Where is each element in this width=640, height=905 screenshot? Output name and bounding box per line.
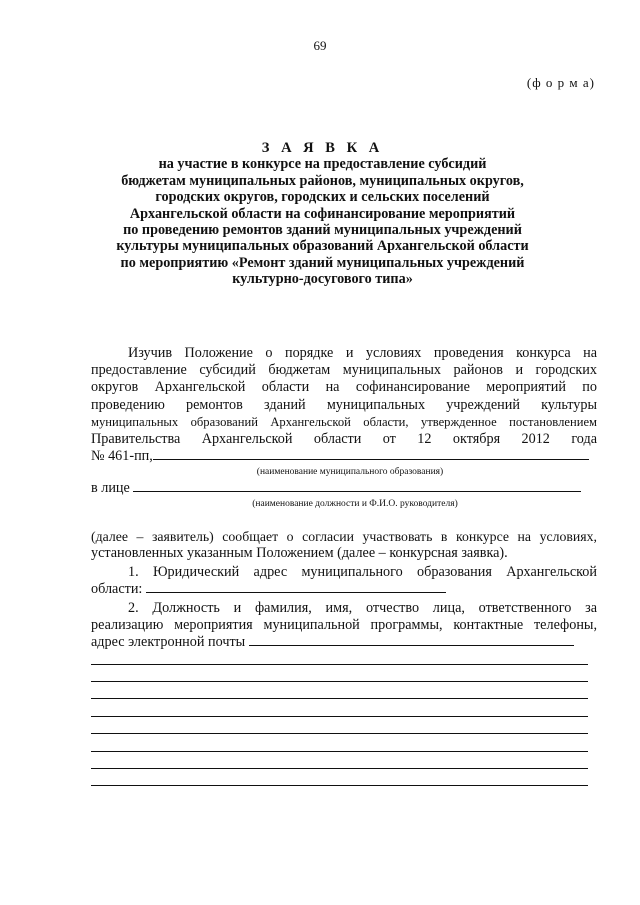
item-2-text: 2. Должность и фамилия, имя, отчество лица, ответственного за xyxy=(128,600,597,616)
legal-address-field[interactable] xyxy=(146,592,446,593)
answer-line[interactable] xyxy=(91,698,588,699)
title-line: городских округов, городских и сельских поселений xyxy=(155,189,490,206)
consent-line: установленных указанным Положением (далее – конкурсная заявка). xyxy=(91,545,508,562)
item-2 xyxy=(91,600,597,634)
municipality-row xyxy=(91,448,589,465)
legal-address-prefix: области: xyxy=(91,581,143,597)
title-heading: З А Я В К А xyxy=(261,140,384,156)
page-number: 69 xyxy=(313,38,327,53)
email-row xyxy=(91,634,574,651)
resolution-number: № 461-пп, xyxy=(91,448,153,464)
item-1-text: 1. Юридический адрес муниципального образования Архангельской xyxy=(128,564,597,580)
document-title xyxy=(60,140,585,288)
person-row xyxy=(91,480,581,497)
title-line: по мероприятию «Ремонт зданий муниципальных учреждений xyxy=(120,254,525,271)
person-field[interactable] xyxy=(133,491,581,492)
intro-line: муниципальных образований Архангельской области, утвержденное постановлением xyxy=(91,414,597,429)
municipality-field[interactable] xyxy=(153,459,589,460)
title-line: культуры муниципальных образований Архангельской области xyxy=(116,238,529,255)
person-hint: (наименование должности и Ф.И.О. руководителя) xyxy=(252,499,458,509)
person-prefix: в лице xyxy=(91,480,130,496)
intro-line: округов Архангельской области на софинансирование мероприятий по xyxy=(91,379,597,396)
answer-line[interactable] xyxy=(91,664,588,665)
intro-line: проведению ремонтов зданий муниципальных учреждений культуры xyxy=(91,396,597,413)
municipality-hint: (наименование муниципального образования) xyxy=(256,467,444,477)
title-line: по проведению ремонтов зданий муниципальных учреждений xyxy=(123,222,522,239)
intro-line: Правительства Архангельской области от 12 октября 2012 года xyxy=(91,431,597,448)
email-prefix: адрес электронной почты xyxy=(91,634,246,650)
title-line: Архангельской области на софинансирование мероприятий xyxy=(129,205,516,222)
intro-line: предоставление субсидий бюджетам муниципальных районов и городских xyxy=(91,362,597,379)
consent-line: (далее – заявитель) сообщает о согласии участвовать в конкурсе на условиях, xyxy=(91,529,597,544)
intro-line: Изучив Положение о порядке и условиях проведения конкурса на xyxy=(128,345,597,361)
title-line: бюджетам муниципальных районов, муниципальных округов, xyxy=(121,172,524,189)
answer-line[interactable] xyxy=(91,681,588,682)
item-1 xyxy=(91,564,597,581)
answer-line[interactable] xyxy=(91,716,588,717)
answer-line[interactable] xyxy=(91,751,588,752)
answer-line[interactable] xyxy=(91,768,588,769)
consent-paragraph xyxy=(91,528,597,562)
answer-line[interactable] xyxy=(91,733,588,734)
title-line: на участие в конкурсе на предоставление субсидий xyxy=(158,156,487,173)
answer-line[interactable] xyxy=(91,785,588,786)
email-field[interactable] xyxy=(249,645,574,646)
form-label: (ф о р м а) xyxy=(526,75,595,90)
title-line: культурно-досугового типа» xyxy=(232,271,413,288)
legal-address-row xyxy=(91,581,446,598)
item-2-text: реализацию мероприятия муниципальной программы, контактные телефоны, xyxy=(91,617,597,634)
intro-paragraph xyxy=(91,345,597,448)
